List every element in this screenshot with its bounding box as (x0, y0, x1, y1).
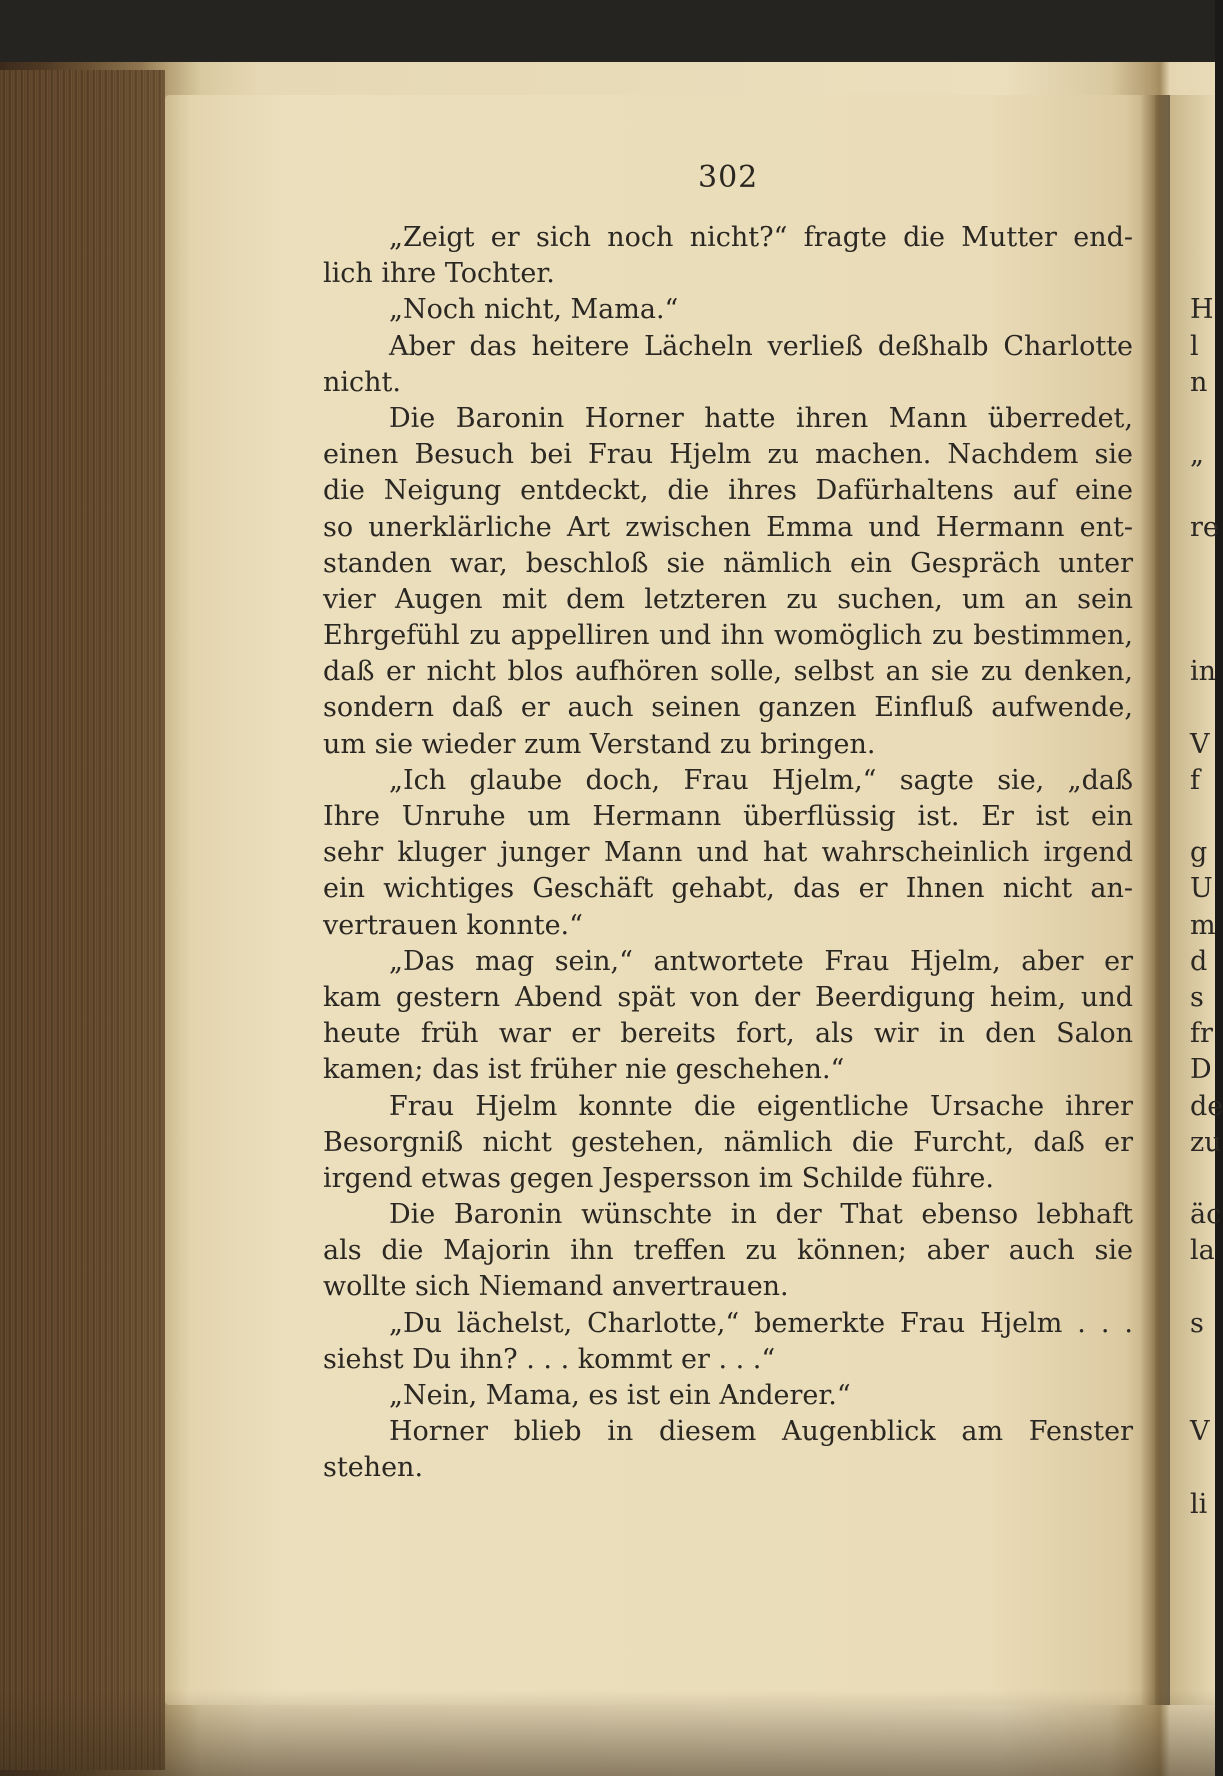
adjacent-page-fragment: re (1190, 511, 1219, 543)
adjacent-page-fragment: „ (1190, 439, 1204, 471)
text-line: „Du lächelst, Charlotte,“ bemerkte Frau Hjelm . . . (389, 1307, 1133, 1339)
text-line: „Das mag sein,“ antwortete Frau Hjelm, aber er (389, 945, 1133, 977)
adjacent-page-fragment: fr (1190, 1018, 1213, 1050)
adjacent-page-fragment (1190, 220, 1215, 256)
text-line: „Nein, Mama, es ist ein Anderer.“ (389, 1380, 851, 1411)
adjacent-page-fragment (1190, 401, 1215, 437)
adjacent-page-fragment: s (1190, 981, 1204, 1013)
adjacent-page-fragment: in (1190, 656, 1217, 688)
adjacent-page-fragment (1190, 582, 1215, 618)
adjacent-page-fragment (1190, 1378, 1215, 1414)
adjacent-page-fragment (1190, 618, 1215, 654)
text-line: die Neigung entdeckt, die ihres Dafürhaltens auf eine (323, 475, 1133, 507)
text-line: kamen; das ist früher nie geschehen.“ (323, 1054, 845, 1086)
bottom-shadow (0, 1690, 1215, 1776)
adjacent-page-text (1190, 220, 1223, 1523)
adjacent-page-fragment (1190, 1269, 1215, 1305)
adjacent-page-fragment: D (1190, 1054, 1212, 1086)
adjacent-page-fragment (1190, 546, 1215, 582)
adjacent-page-fragment (1190, 256, 1215, 292)
adjacent-page-fragment (1190, 1450, 1215, 1486)
adjacent-page-fragment: U (1190, 873, 1213, 905)
text-line: kam gestern Abend spät von der Beerdigung heim, und (323, 981, 1133, 1013)
text-line: nicht. (323, 366, 401, 398)
text-line: lich ihre Tochter. (323, 258, 555, 290)
text-line: Frau Hjelm konnte die eigentliche Ursache ihrer (389, 1090, 1133, 1122)
adjacent-page-fragment: li (1190, 1488, 1208, 1520)
text-line: „Noch nicht, Mama.“ (389, 294, 679, 326)
scanner-background (0, 0, 1215, 70)
text-line: einen Besuch bei Frau Hjelm zu machen. Nachdem sie (323, 439, 1133, 471)
text-line: Ehrgefühl zu appelliren und ihn womöglich zu bestimmen, (323, 620, 1133, 652)
adjacent-page-fragment (1190, 690, 1215, 726)
adjacent-page-fragment: m (1190, 909, 1216, 941)
adjacent-page-fragment: la (1190, 1235, 1215, 1267)
text-line: Die Baronin wünschte in der That ebenso lebhaft (389, 1199, 1133, 1231)
text-line: Aber das heitere Lächeln verließ deßhalb Charlotte (389, 330, 1133, 362)
adjacent-page-fragment: H (1190, 294, 1214, 326)
page-number: 302 (698, 160, 759, 195)
adjacent-page-fragment: zu (1190, 1126, 1222, 1158)
text-line: um sie wieder zum Verstand zu bringen. (323, 728, 876, 760)
text-line: wollte sich Niemand anvertrauen. (323, 1271, 789, 1303)
text-line: siehst Du ihn? . . . kommt er . . .“ (323, 1343, 776, 1375)
adjacent-page-fragment (1190, 799, 1215, 835)
adjacent-page-fragment (1190, 473, 1215, 509)
text-line: so unerklärliche Art zwischen Emma und Hermann ent- (323, 511, 1133, 543)
text-line: als die Majorin ihn treffen zu können; aber auch sie (323, 1235, 1133, 1267)
adjacent-page-fragment: l (1190, 330, 1199, 362)
adjacent-page-fragment: V (1190, 1416, 1210, 1448)
text-line: standen war, beschloß sie nämlich ein Gespräch unter (323, 547, 1133, 579)
adjacent-page-fragment: V (1190, 728, 1210, 760)
page-text (323, 220, 1133, 1487)
adjacent-page-fragment: de (1190, 1090, 1223, 1122)
text-line: stehen. (323, 1452, 424, 1484)
book-fore-edge (0, 70, 165, 1770)
text-line: Die Baronin Horner hatte ihren Mann überredet, (389, 402, 1133, 434)
text-line: Ihre Unruhe um Hermann überflüssig ist. Er ist ein (323, 801, 1133, 832)
text-line: sehr kluger junger Mann und hat wahrscheinlich irgend (323, 837, 1133, 869)
text-line: sondern daß er auch seinen ganzen Einfluß aufwende, (323, 692, 1133, 724)
text-line: irgend etwas gegen Jespersson im Schilde führe. (323, 1162, 994, 1194)
text-line: daß er nicht blos aufhören solle, selbst an sie zu denken, (323, 656, 1133, 688)
text-line: heute früh war er bereits fort, als wir in den Salon (323, 1018, 1133, 1050)
text-line: vertrauen konnte.“ (323, 909, 583, 941)
adjacent-page-fragment: g (1190, 837, 1208, 869)
text-line: „Zeigt er sich noch nicht?“ fragte die Mutter end- (389, 222, 1133, 253)
adjacent-page-fragment: n (1190, 366, 1208, 398)
text-line: Horner blieb in diesem Augenblick am Fenster (389, 1416, 1133, 1448)
adjacent-page-fragment: d (1190, 945, 1208, 977)
gutter-shadow (1140, 95, 1170, 1705)
text-line: vier Augen mit dem letzteren zu suchen, um an sein (323, 583, 1133, 615)
adjacent-page-fragment: f (1190, 764, 1200, 796)
adjacent-page-fragment (1190, 1161, 1215, 1197)
adjacent-page-fragment: äc (1190, 1199, 1222, 1231)
adjacent-page-fragment: s (1190, 1307, 1204, 1339)
text-line: Besorgniß nicht gestehen, nämlich die Furcht, daß er (323, 1126, 1133, 1158)
text-line: „Ich glaube doch, Frau Hjelm,“ sagte sie, „daß (389, 764, 1133, 796)
adjacent-page-fragment (1190, 1342, 1215, 1378)
text-line: ein wichtiges Geschäft gehabt, das er Ihnen nicht an- (323, 873, 1133, 905)
